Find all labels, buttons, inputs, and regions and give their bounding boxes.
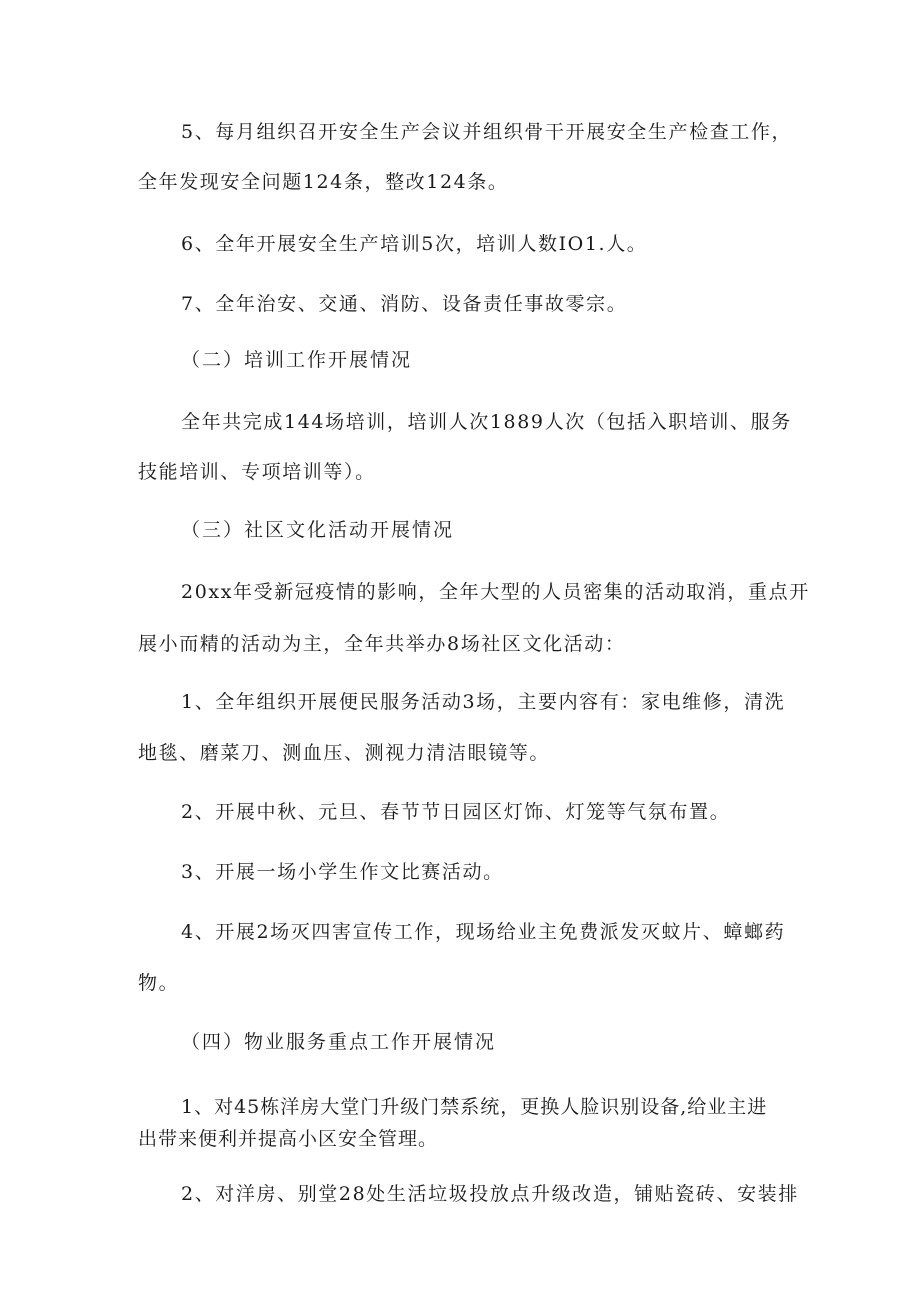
paragraph-line: 1、对45栋洋房大堂门升级门禁系统，更换人脸识别设备,给业主进 (181, 1096, 768, 1118)
paragraph-line: 技能培训、专项培训等）。 (138, 461, 376, 483)
paragraph-line: 4、开展2场灭四害宣传工作，现场给业主免费派发灭蚊片、蟑螂药 (181, 921, 786, 943)
paragraph-line: 物。 (138, 972, 180, 994)
paragraph-line: 20xx年受新冠疫情的影响，全年大型的人员密集的活动取消，重点开 (181, 581, 810, 603)
paragraph-line: 2、对洋房、别堂28处生活垃圾投放点升级改造，铺贴瓷砖、安装排 (181, 1183, 799, 1205)
paragraph-line: 1、全年组织开展便民服务活动3场，主要内容有：家电维修，清洗 (181, 691, 786, 713)
section-heading: （三）社区文化活动开展情况 (181, 519, 455, 541)
paragraph-line: 7、全年治安、交通、消防、设备责任事故零宗。 (181, 293, 628, 315)
paragraph-line: 5、每月组织召开安全生产会议并组织骨干开展安全生产检查工作， (181, 121, 793, 143)
section-heading: （四）物业服务重点工作开展情况 (181, 1031, 497, 1053)
paragraph-line: 全年发现安全问题124条，整改124条。 (138, 171, 509, 193)
paragraph-line: 3、开展一场小学生作文比赛活动。 (181, 861, 504, 883)
paragraph-line: 展小而精的活动为主，全年共举办8场社区文化活动： (138, 633, 626, 655)
paragraph-line: 出带来便利并提高小区安全管理。 (138, 1128, 439, 1150)
section-heading: （二）培训工作开展情况 (181, 349, 413, 371)
paragraph-line: 6、全年开展安全生产培训5次，培训人数IO1.人。 (181, 233, 648, 255)
paragraph-line: 2、开展中秋、元旦、春节节日园区灯饰、灯笼等气氛布置。 (181, 801, 731, 823)
paragraph-line: 全年共完成144场培训，培训人次1889人次（包括入职培训、服务 (181, 411, 792, 433)
paragraph-line: 地毯、磨菜刀、测血压、测视力清洁眼镜等。 (138, 742, 551, 764)
